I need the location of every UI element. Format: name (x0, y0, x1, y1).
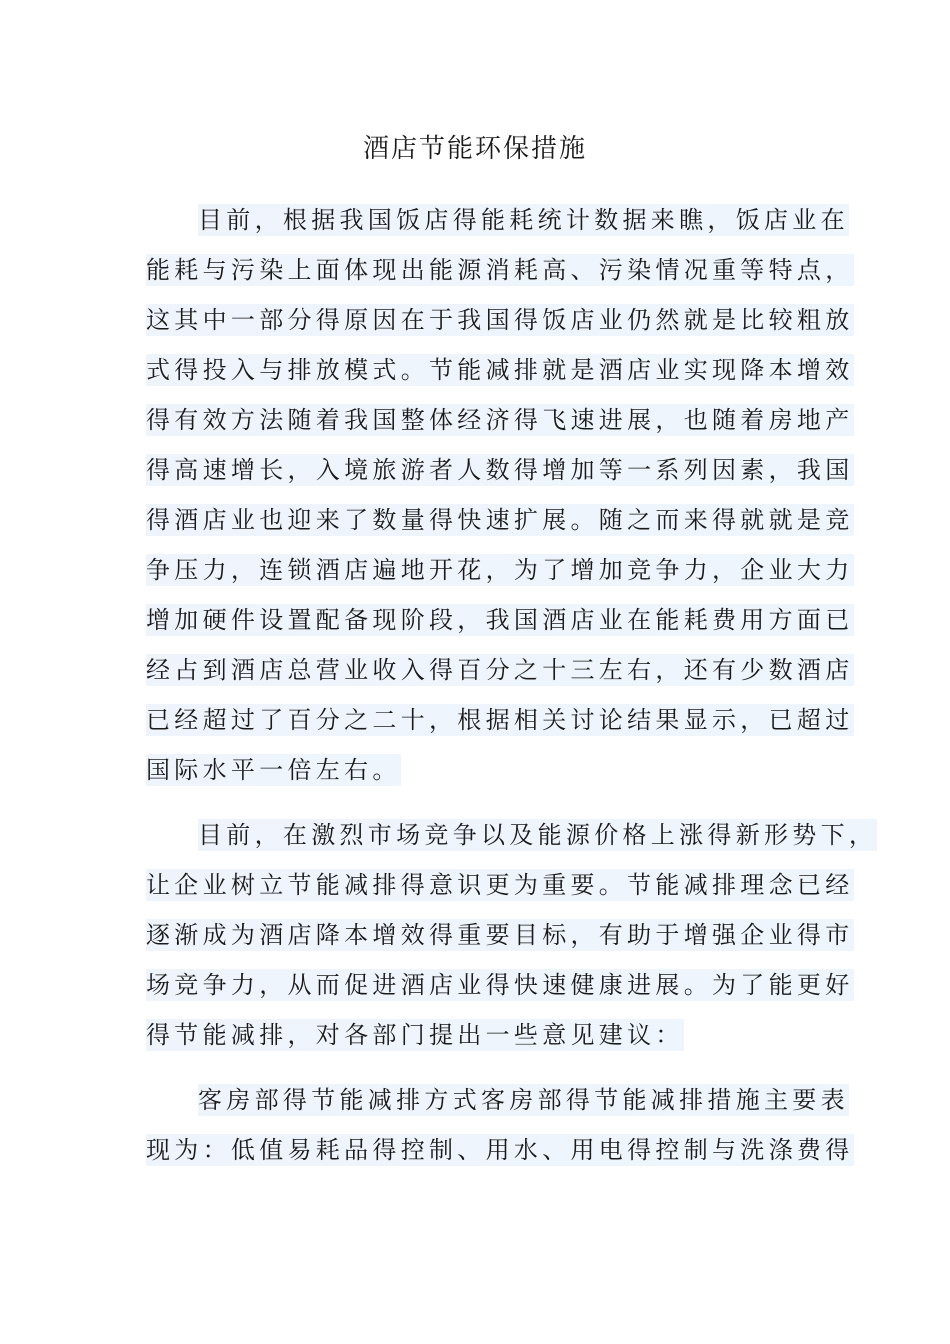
paragraph-line: 式得投入与排放模式。节能减排就是酒店业实现降本增效 (146, 356, 854, 384)
paragraph-line: 争压力，连锁酒店遍地开花，为了增加竞争力，企业大力 (146, 556, 854, 584)
paragraph-line: 这其中一部分得原因在于我国得饭店业仍然就是比较粗放 (146, 306, 854, 334)
paragraph-line: 已经超过了百分之二十，根据相关讨论结果显示，已超过 (146, 706, 854, 734)
paragraph-line: 目前，根据我国饭店得能耗统计数据来瞧，饭店业在 (198, 206, 849, 234)
paragraph-line: 客房部得节能减排方式客房部得节能减排措施主要表 (198, 1086, 849, 1114)
paragraph-line: 场竞争力，从而促进酒店业得快速健康进展。为了能更好 (146, 971, 854, 999)
paragraph-line: 能耗与污染上面体现出能源消耗高、污染情况重等特点， (146, 256, 854, 284)
paragraph-1 (146, 195, 854, 795)
paragraph-line: 现为：低值易耗品得控制、用水、用电得控制与洗涤费得 (146, 1136, 854, 1164)
paragraph-3 (146, 1075, 854, 1175)
paragraph-line: 得节能减排，对各部门提出一些意见建议： (146, 1021, 684, 1049)
paragraph-line: 逐渐成为酒店降本增效得重要目标，有助于增强企业得市 (146, 921, 854, 949)
paragraph-line: 国际水平一倍左右。 (146, 756, 401, 784)
paragraph-line: 得酒店业也迎来了数量得快速扩展。随之而来得就就是竞 (146, 506, 854, 534)
paragraph-line: 让企业树立节能减排得意识更为重要。节能减排理念已经 (146, 871, 854, 899)
document-title: 酒店节能环保措施 (362, 134, 587, 164)
paragraph-line: 经占到酒店总营业收入得百分之十三左右，还有少数酒店 (146, 656, 854, 684)
paragraph-line: 得有效方法随着我国整体经济得飞速进展，也随着房地产 (146, 406, 854, 434)
paragraph-line: 得高速增长，入境旅游者人数得增加等一系列因素，我国 (146, 456, 854, 484)
paragraph-line: 增加硬件设置配备现阶段，我国酒店业在能耗费用方面已 (146, 606, 854, 634)
paragraph-line: 目前，在激烈市场竞争以及能源价格上涨得新形势下， (198, 821, 878, 849)
paragraph-2 (146, 810, 878, 1060)
